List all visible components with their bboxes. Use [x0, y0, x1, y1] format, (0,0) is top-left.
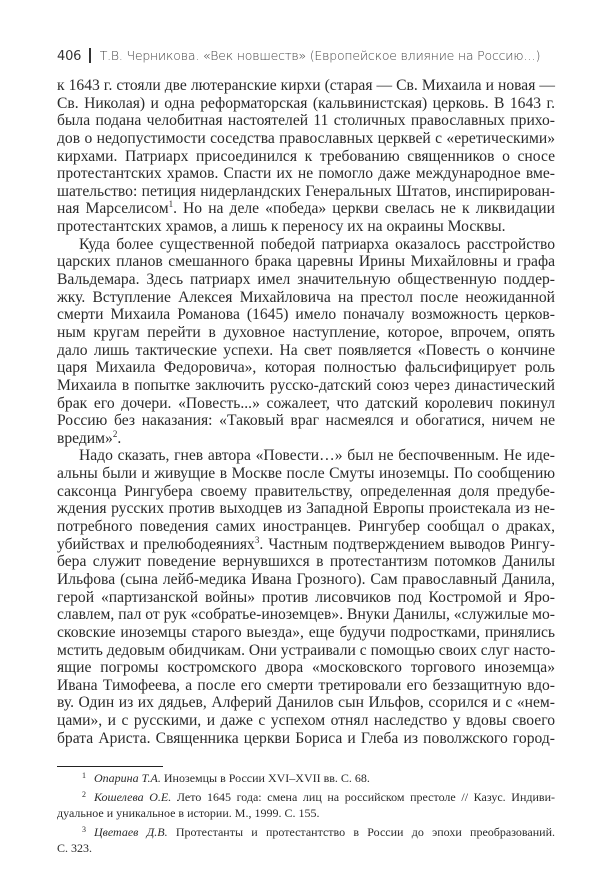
footnote-2-continuation: дуальное и уникальное в истории. М., 1999. С. 155.	[57, 806, 320, 821]
footnote-text: Иноземцы в России XVI–XVII вв. С. 68.	[160, 771, 370, 785]
text-line: протестантских храмов. Спасти их не помогло даже международное вме-	[57, 165, 555, 183]
footnote-number: 3	[82, 824, 86, 834]
text-line: Ильфова (сына лейб-медика Ивана Грозного). Сам православный Данила,	[57, 570, 555, 588]
text-line: брак его дочери. «Повесть...» сожалеет, что датский королевич покинул	[57, 394, 555, 412]
text-fragment: .	[117, 429, 122, 447]
text-line: Ивана Тимофеева, а после его смерти третировали его беззащитную вдо-	[57, 676, 555, 694]
header-divider	[89, 48, 91, 63]
page-number: 406	[57, 49, 82, 64]
text-line	[57, 430, 555, 448]
footnote-author: Кошелева О.Е.	[94, 789, 172, 804]
footnote-number: 1	[82, 771, 86, 780]
text-line: потребного поведения самих иностранцев. Рингубер сообщал о драках,	[57, 518, 555, 536]
footnote-text: Протестанты и протестантство в России до эпохи преобразований.	[167, 824, 555, 839]
text-line: мстить дедовым обидчикам. Они устраивали с помощью своих слуг насто-	[57, 641, 556, 659]
text-fragment: вредим»	[57, 429, 113, 447]
text-fragment: . Частным подтверждением выводов Рингу-	[259, 535, 555, 553]
text-fragment: убийствах и прелюбодеяниях	[57, 535, 255, 553]
text-line: славлем, пал от рук «собратье-иноземцев». Внуки Данилы, «служилые мо-	[57, 606, 555, 624]
text-line: Вальдемара. Здесь патриарх имел значительную общественную поддер-	[57, 271, 555, 289]
text-line: брата Ариста. Священника церкви Бориса и Глеба из поволжского город-	[57, 729, 555, 747]
footnote-text: Лето 1645 года: смена лиц на российском престоле // Казус. Индиви-	[171, 789, 555, 804]
footnote-ref[interactable]: 2	[112, 428, 118, 439]
text-fragment: . Но на деле «победа» церкви свелась не к ликвидации	[173, 200, 555, 218]
running-title: Т.В. Черникова. «Век новшеств» (Европейское влияние на Россию…)	[99, 48, 541, 63]
text-line: герой «партизанской войны» против лисовчиков под Костромой и Яро-	[57, 588, 555, 606]
footnotes	[57, 768, 555, 857]
text-line	[57, 536, 555, 554]
text-line: к 1643 г. стояли две лютеранские кирхи (старая — Св. Михаила и новая —	[57, 77, 555, 94]
footnote-number: 2	[82, 789, 86, 799]
text-line: Россию без наказания: «Таковый враг насмеялся и обогатися, ничем не	[57, 412, 555, 430]
footnote-ref[interactable]: 1	[168, 199, 174, 210]
body-text	[57, 77, 555, 747]
text-line: ву. Один из их дядьев, Алферий Данилов сын Ильфов, ссорился и с «нем-	[57, 694, 555, 712]
text-line: царя Михаила Федоровича», которая полностью фальсифицирует роль	[57, 359, 555, 377]
text-line: протестантских храмов, а лишь к переносу их на окраины Москвы.	[57, 218, 506, 236]
running-header	[57, 48, 540, 64]
text-line: дало лишь тактические успехи. На свет появляется «Повесть о кончине	[57, 341, 555, 359]
footnote-separator	[57, 766, 163, 767]
text-line: цами», и с русскими, и даже с успехом отнял наследство у вдовы своего	[57, 712, 555, 730]
paragraph-start-line: Надо сказать, гнев автора «Повести…» был не беспочвенным. Не иде-	[79, 447, 555, 465]
text-line: смерти Михаила Романова (1645) имело поначалу возможность церков-	[57, 306, 555, 324]
text-line: ным кругам перейти в духовное наступление, которое, впрочем, опять	[57, 323, 555, 341]
text-line: была подана челобитная настоятелей 11 столичных православных прихо-	[57, 112, 555, 130]
text-line: кирхами. Патриарх присоединился к требованию священников о сносе	[57, 147, 555, 165]
text-line: сковские иноземцы старого выезда», еще будучи подростками, принялись	[57, 623, 555, 641]
text-line: бера служит поведение вернувшихся в протестантизм потомков Данилы	[57, 553, 555, 571]
text-line: ящие погромы костромского двора «московского торгового иноземца»	[57, 659, 555, 677]
footnote-3	[57, 822, 555, 841]
text-line	[57, 200, 555, 218]
text-line: шательство: петиция нидерландских Генеральных Штатов, инспирирован-	[57, 182, 555, 200]
footnote-author: Цветаев Д.В.	[94, 824, 168, 839]
footnote-1	[57, 768, 555, 787]
text-line: Михаила в попытке заключить русско-датский союз через династический	[57, 376, 555, 394]
text-line: царских планов смешанного брака царевны Ирины Михайловны и графа	[57, 253, 555, 271]
text-line: дов о недопустимости соседства православных церквей с «еретическими»	[57, 129, 555, 147]
footnote-ref[interactable]: 3	[254, 534, 260, 545]
paragraph-start-line: Куда более существенной победой патриарха оказалось расстройство	[79, 235, 555, 253]
footnote-3-continuation: С. 323.	[57, 841, 93, 856]
footnote-2	[57, 787, 555, 806]
text-fragment: ная Марселисом	[57, 200, 169, 218]
text-line: альны были и живущие в Москве после Смуты иноземцы. По сообщению	[57, 465, 555, 483]
footnote-author: Опарина Т.А.	[94, 771, 161, 785]
text-line: саксонца Рингубера своему правительству, определенная доля предубе-	[57, 482, 555, 500]
text-line: Св. Николая) и одна реформаторская (кальвинистская) церковь. В 1643 г.	[57, 94, 555, 112]
text-line: ждения русских против выходцев из Западной Европы проистекала из не-	[57, 500, 555, 518]
text-line: жку. Вступление Алексея Михайловича на престол после неожиданной	[57, 288, 555, 306]
